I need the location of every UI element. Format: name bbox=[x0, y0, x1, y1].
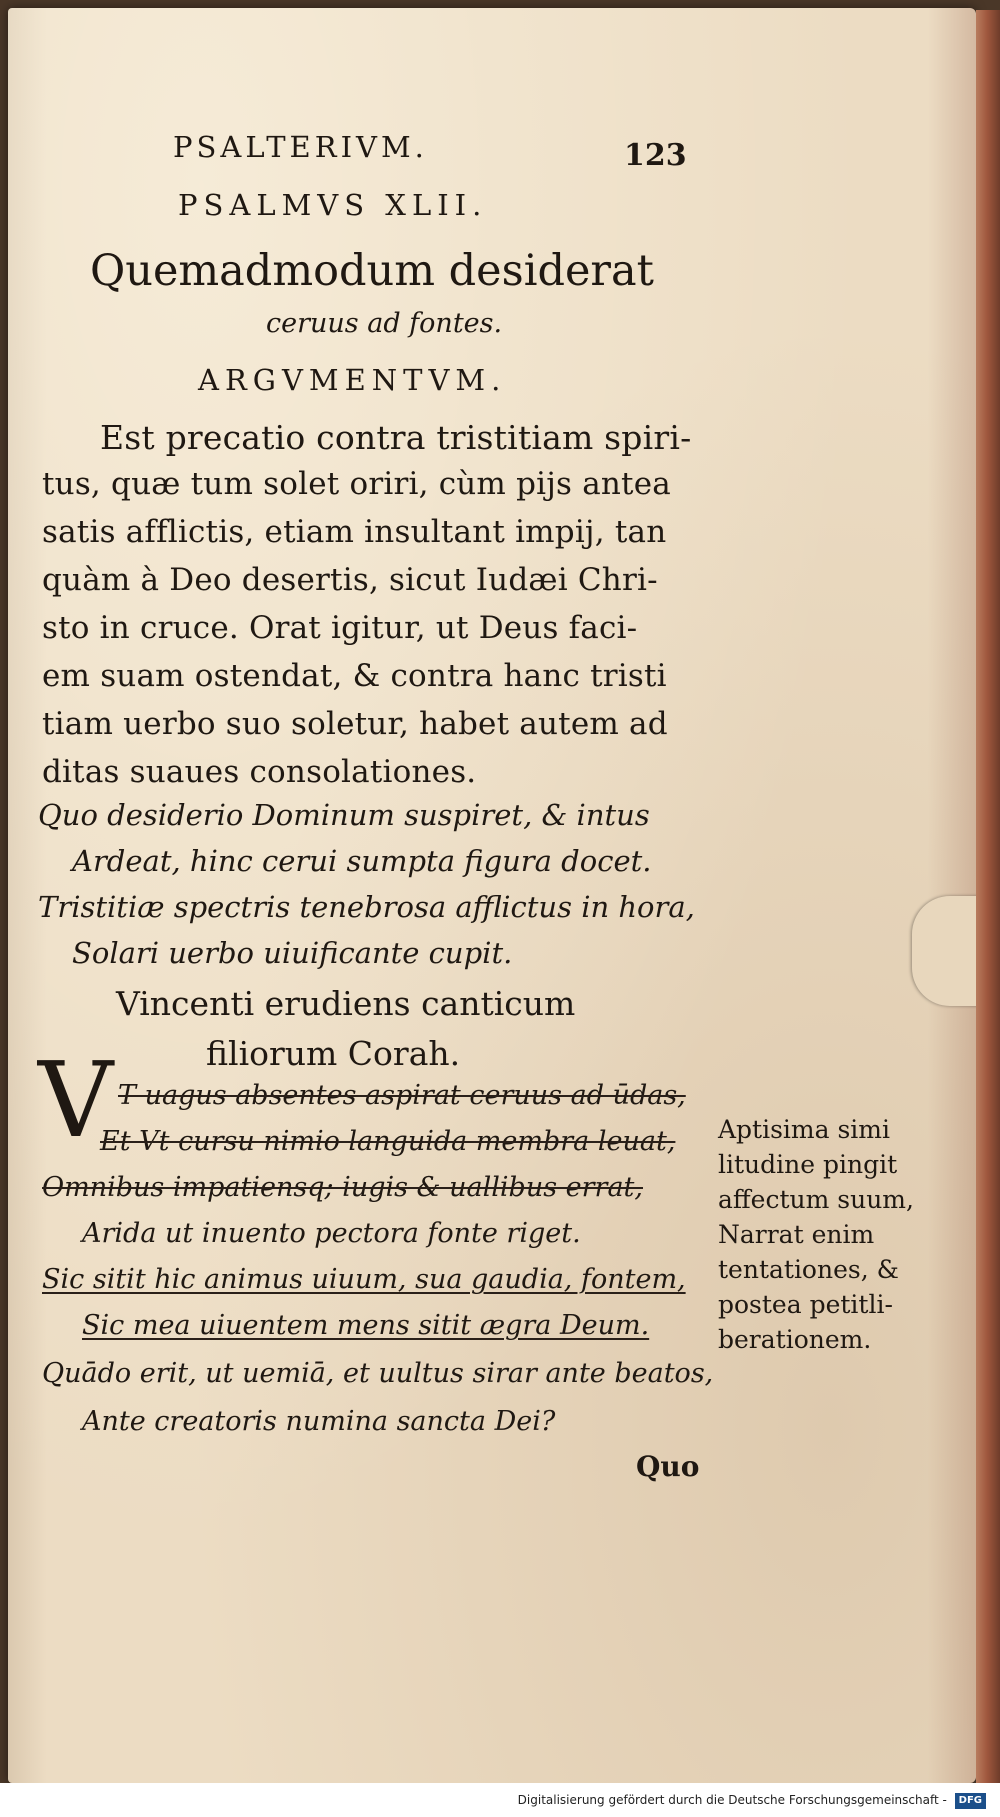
argument-line-7: tiam uerbo suo soletur, habet autem ad bbox=[42, 706, 668, 742]
margin-note-line-5: tentationes, & bbox=[718, 1255, 899, 1284]
poem-line-4: Arida ut inuento pectora fonte riget. bbox=[82, 1218, 581, 1249]
psalm-incipit-continuation: ceruus ad fontes. bbox=[266, 308, 503, 339]
poem-line-3: Omnibus impatiensq; iugis & uallibus errat, bbox=[42, 1172, 643, 1203]
argument-heading: ARGVMENTVM. bbox=[198, 363, 507, 397]
running-title: PSALTERIVM. bbox=[173, 130, 428, 164]
psalm-heading: PSALMVS XLII. bbox=[178, 188, 488, 222]
poem-line-6: Sic mea uiuentem mens sitit ægra Deum. bbox=[82, 1310, 650, 1341]
margin-note-line-2: litudine pingit bbox=[718, 1150, 898, 1179]
argument-line-2: tus, quæ tum solet oriri, cùm pijs antea bbox=[42, 466, 671, 502]
argument-line-1: Est precatio contra tristitiam spiri- bbox=[100, 418, 692, 457]
epigram-line-2: Ardeat, hinc cerui sumpta figura docet. bbox=[72, 844, 652, 878]
argument-line-4: quàm à Deo desertis, sicut Iudæi Chri- bbox=[42, 562, 658, 598]
margin-note-line-7: berationem. bbox=[718, 1325, 872, 1354]
argument-line-3: satis afflictis, etiam insultant impij, tan bbox=[42, 514, 667, 550]
poem-line-7: Quādo erit, ut uemiā, et uultus sirar ante beatos, bbox=[42, 1358, 714, 1389]
drop-cap: V bbox=[38, 1039, 114, 1161]
epigram-line-1: Quo desiderio Dominum suspiret, & intus bbox=[38, 798, 650, 832]
argument-line-5: sto in cruce. Orat igitur, ut Deus faci- bbox=[42, 610, 638, 646]
psalm-title-line-1: Vincenti erudiens canticum bbox=[116, 984, 576, 1023]
page-edge bbox=[976, 10, 1000, 1800]
poem-line-1: T uagus absentes aspirat ceruus ad ūdas, bbox=[118, 1080, 686, 1111]
psalm-title-line-2: filiorum Corah. bbox=[206, 1034, 461, 1073]
poem-line-8: Ante creatoris numina sancta Dei? bbox=[82, 1406, 556, 1437]
psalm-incipit: Quemadmodum desiderat bbox=[90, 246, 654, 296]
digitization-footer bbox=[0, 1783, 1000, 1817]
catchword: Quo bbox=[636, 1450, 700, 1483]
epigram-line-3: Tristitiæ spectris tenebrosa afflictus in hora, bbox=[38, 890, 695, 924]
epigram-line-4: Solari uerbo uiuificante cupit. bbox=[72, 936, 513, 970]
dfg-logo: DFG bbox=[955, 1793, 986, 1809]
book-page bbox=[8, 8, 976, 1783]
page-number: 123 bbox=[624, 138, 687, 173]
margin-note-line-6: postea petitli- bbox=[718, 1290, 893, 1319]
poem-line-5: Sic sitit hic animus uiuum, sua gaudia, fontem, bbox=[42, 1264, 686, 1295]
margin-note-line-1: Aptisima simi bbox=[718, 1115, 891, 1144]
poem-line-2: Et Vt cursu nimio languida membra leuat, bbox=[100, 1126, 676, 1157]
margin-note-line-4: Narrat enim bbox=[718, 1220, 875, 1249]
page-tab bbox=[912, 896, 982, 1006]
argument-line-8: ditas suaues consolationes. bbox=[42, 754, 477, 790]
margin-note-line-3: affectum suum, bbox=[718, 1185, 914, 1214]
argument-line-6: em suam ostendat, & contra hanc tristi bbox=[42, 658, 667, 694]
footer-credit: Digitalisierung gefördert durch die Deutsche Forschungsgemeinschaft - bbox=[517, 1793, 947, 1807]
